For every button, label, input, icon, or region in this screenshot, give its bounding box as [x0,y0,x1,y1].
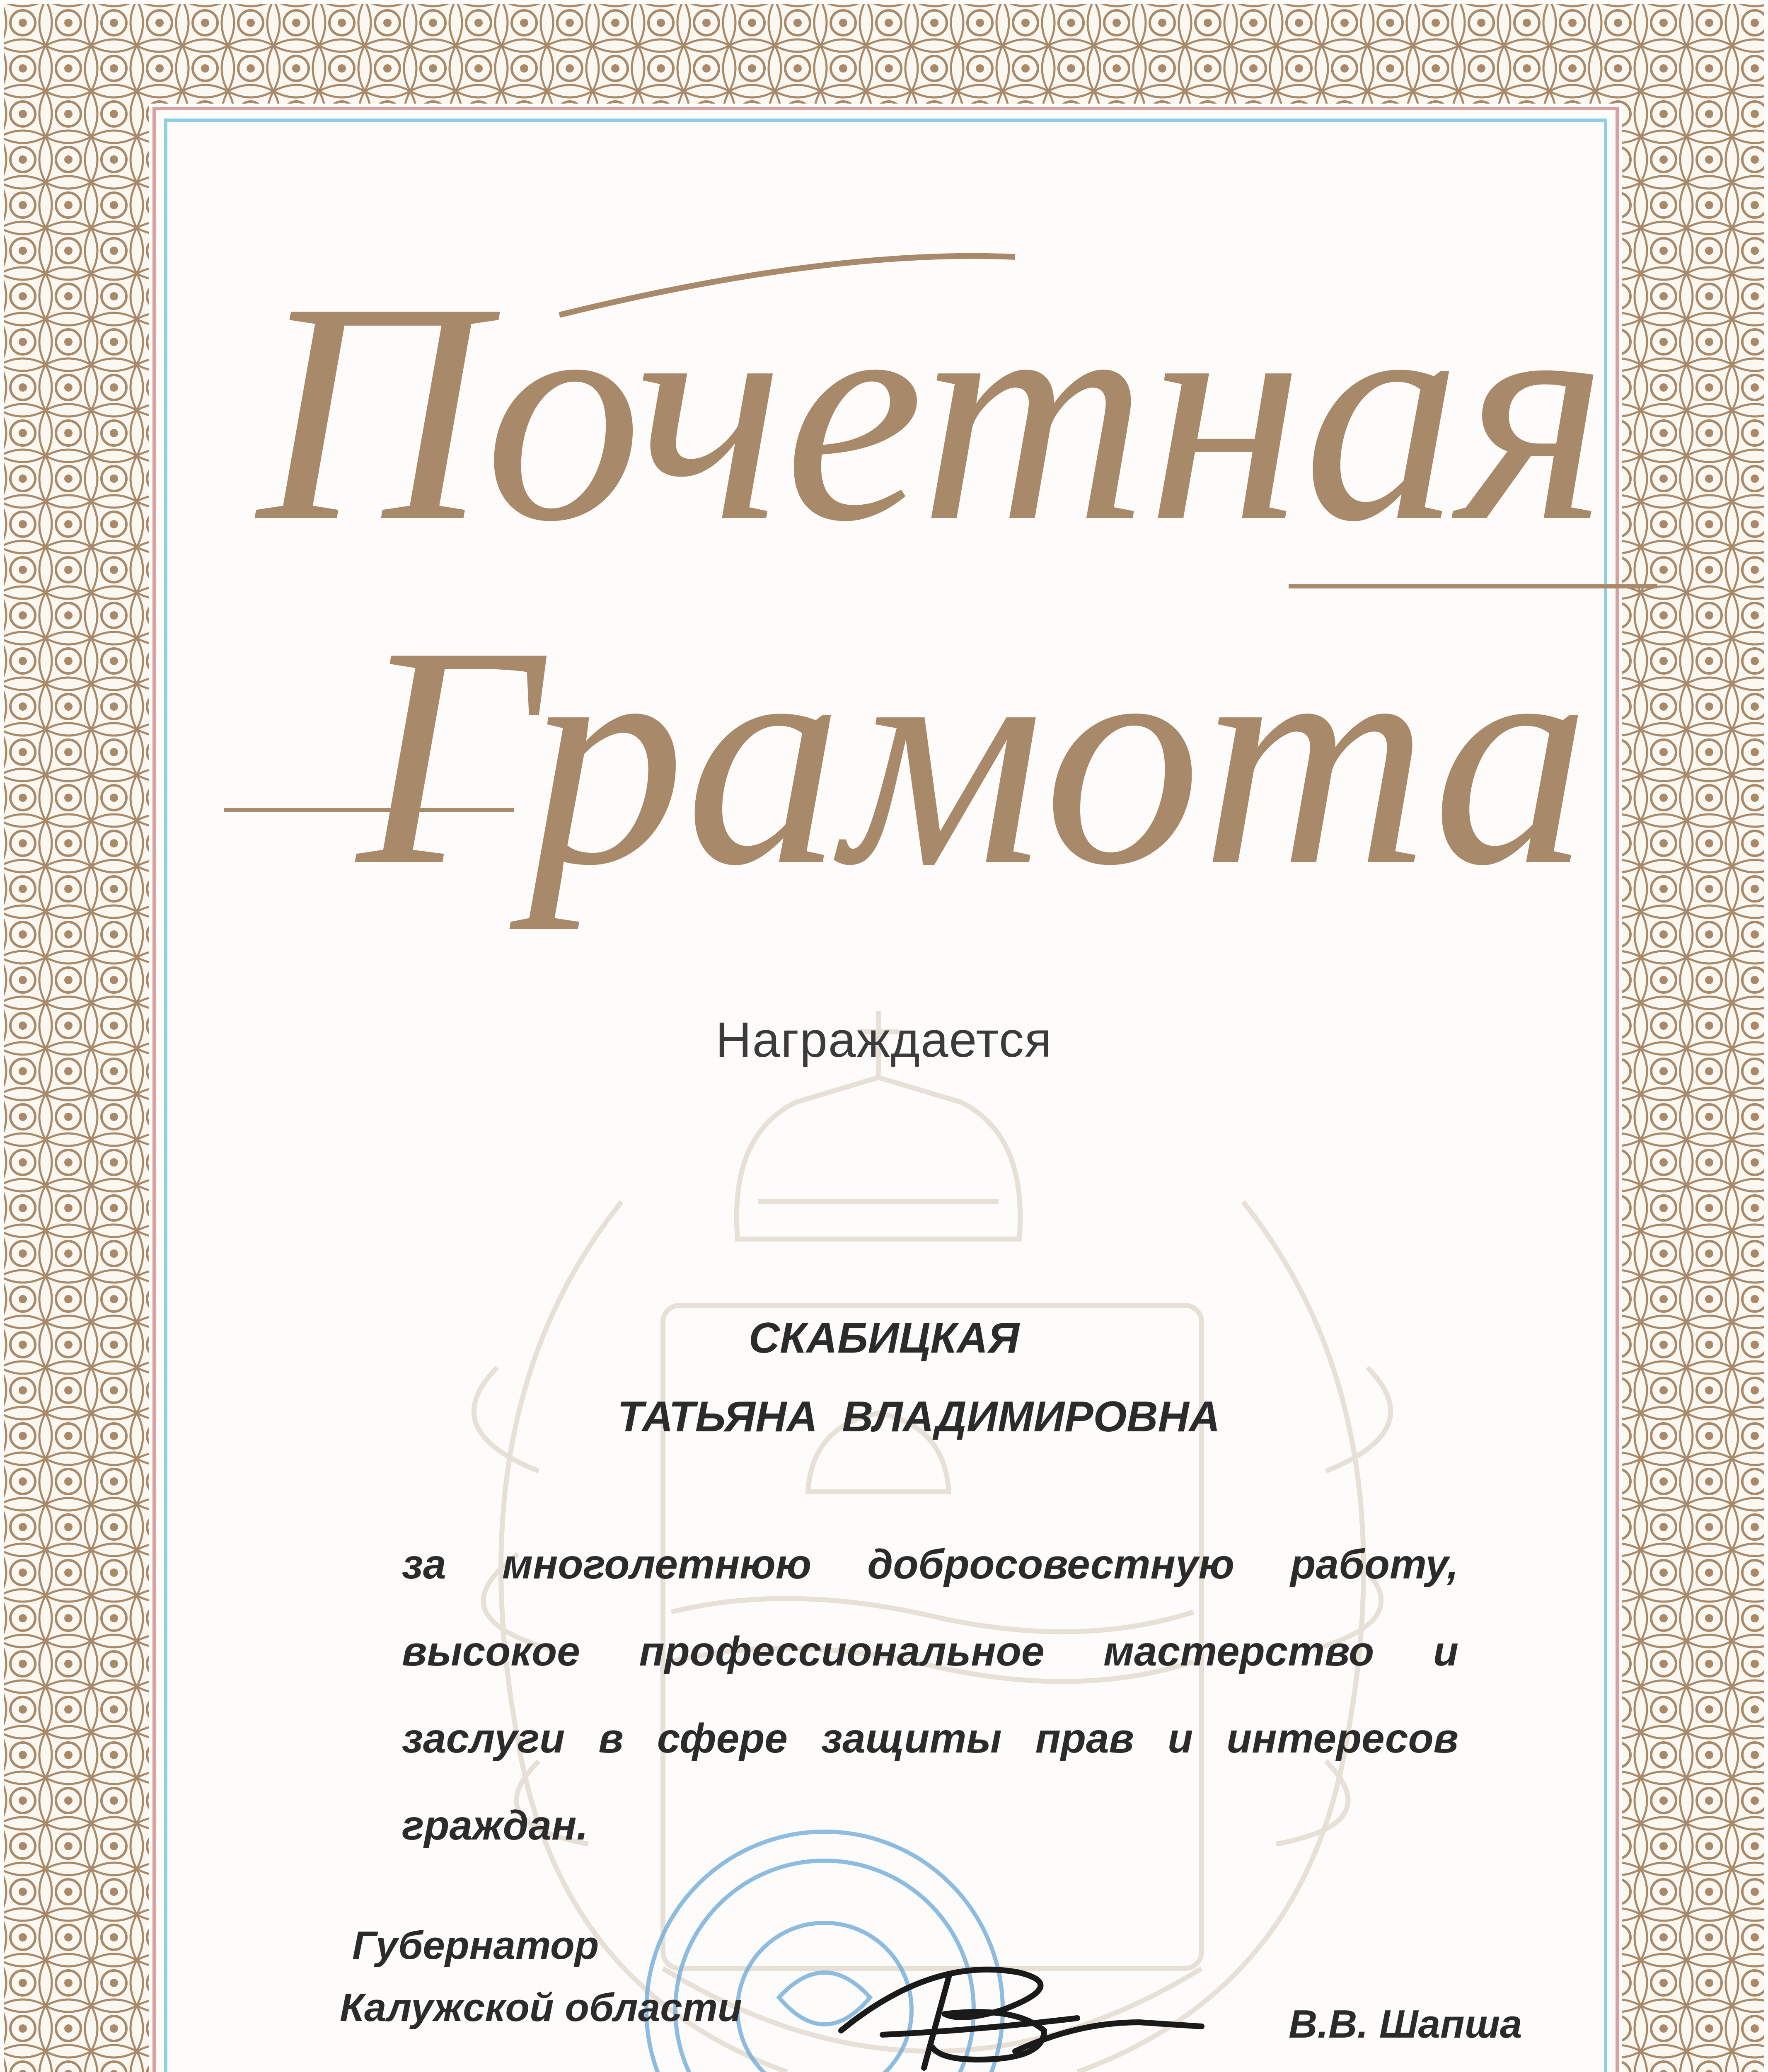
title-line-1: Почетная [257,238,1608,586]
signatory-title-line-1: Губернатор [352,1923,599,1968]
signatory-name: В.В. Шапша [1289,2002,1522,2046]
recipient-surname: СКАБИЦКАЯ [748,1314,1020,1362]
award-reason: за многолетнюю добросовестную работу, высокое профессиональное мастерство и заслуги в сфере защиты прав и интересов граждан. [402,1541,1458,1849]
awarded-label: Награждается [715,1012,1053,1067]
recipient-name: ТАТЬЯНА ВЛАДИМИРОВНА [617,1393,1220,1441]
signatory-title-line-2: Калужской области [340,1985,742,2030]
title-line-2: Грамота [357,582,1590,930]
